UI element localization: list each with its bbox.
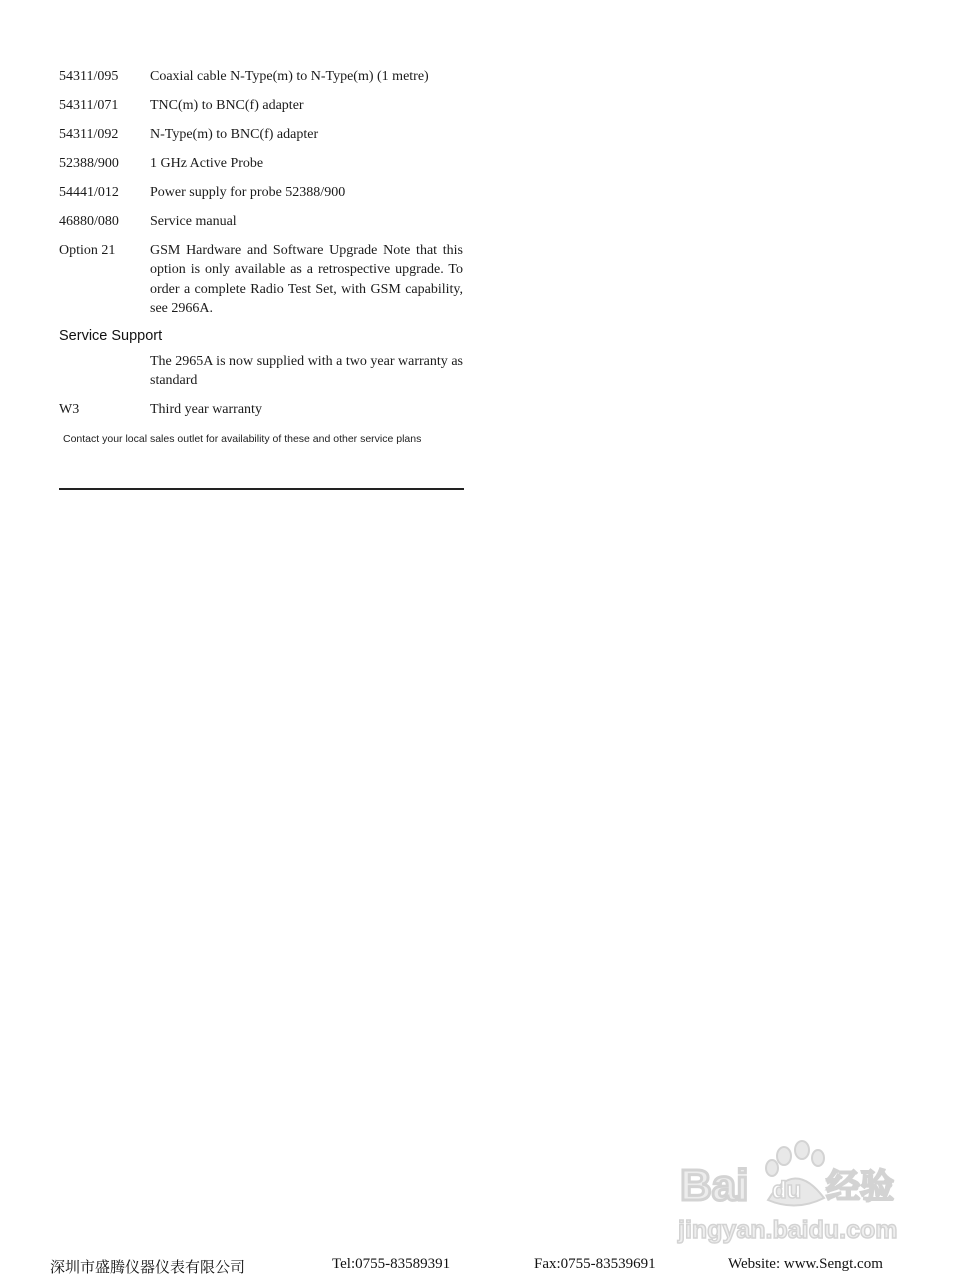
item-code: 54311/092 bbox=[59, 127, 119, 142]
item-description: N-Type(m) to BNC(f) adapter bbox=[150, 127, 319, 142]
item-code: 54441/012 bbox=[59, 185, 119, 200]
item-code: Option 21 bbox=[59, 243, 116, 258]
footer bbox=[0, 1256, 960, 1278]
item-description: Third year warranty bbox=[150, 402, 262, 417]
divider bbox=[59, 488, 464, 490]
item-code: 46880/080 bbox=[59, 214, 119, 229]
item-description: Coaxial cable N-Type(m) to N-Type(m) (1 metre) bbox=[150, 69, 429, 84]
item-description: TNC(m) to BNC(f) adapter bbox=[150, 98, 304, 113]
service-note: Contact your local sales outlet for availability of these and other service plans bbox=[63, 433, 422, 445]
footer-website: Website: www.Sengt.com bbox=[728, 1256, 883, 1272]
footer-company: 深圳市盛腾仪器仪表有限公司 bbox=[50, 1260, 246, 1276]
item-code: 52388/900 bbox=[59, 156, 119, 171]
watermark-text: 经验 bbox=[826, 1167, 894, 1207]
watermark-text: Bai bbox=[680, 1161, 749, 1210]
section-heading: Service Support bbox=[59, 328, 163, 344]
item-description: Power supply for probe 52388/900 bbox=[150, 185, 346, 200]
item-code: 54311/095 bbox=[59, 69, 119, 84]
baidu-watermark-logo bbox=[676, 1138, 906, 1248]
watermark-url: jingyan.baidu.com bbox=[678, 1216, 898, 1244]
item-description: 1 GHz Active Probe bbox=[150, 156, 264, 171]
footer-tel: Tel:0755-83589391 bbox=[332, 1256, 451, 1272]
item-code: W3 bbox=[59, 402, 80, 417]
item-description: Service manual bbox=[150, 214, 237, 229]
footer-fax: Fax:0755-83539691 bbox=[534, 1256, 656, 1272]
watermark-text: du bbox=[772, 1177, 802, 1204]
item-description: GSM Hardware and Software Upgrade Note that this option is only available as a retrospective upgrade. To order a complete Radio Test Set, with GSM capability, see 2966A. bbox=[150, 243, 463, 316]
warranty-intro: The 2965A is now supplied with a two year warranty as standard bbox=[150, 354, 463, 389]
item-code: 54311/071 bbox=[59, 98, 119, 113]
